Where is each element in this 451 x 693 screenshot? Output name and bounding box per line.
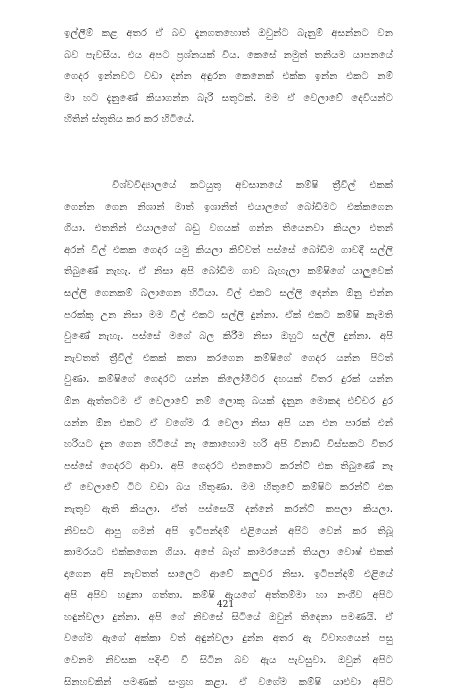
text-line: විශ්වවිද්‍යාලයේ කටයුතු අවසානයේ කම්ෂි ත්‍රීවීල් එකක්	[112, 180, 393, 191]
text-line: ඉල්ලීම් කළ අතර ඒ බව දැනගතහොත් ඔවුන්ට බැනුම් අසන්නට වන	[64, 28, 393, 39]
text-line: ඒ වෙලාවේ ටිට වඩා බය හිතුණා. මම හිතුවේ කම්ෂිට කරන්ට් එක	[64, 482, 393, 494]
text-line: පරක්කු උන නිසා මම වීල් එකට සල්ලි දුන්නා. ඒක් එකට කම්ෂි කැමති	[64, 309, 393, 321]
text-line: වගේම ඇගේ අක්කා වත් අඳුන්වලා දුන්න අතර ඇ විවාහයෙන් පසු	[64, 633, 393, 645]
text-line: හිතින් ස්තුතිය කර කර හිටියේ.	[64, 114, 195, 126]
text-line: වුණේ නැහැ. පස්සේ මගේ බල කිරීම නිසා ඔහුට සල්ලි දුන්නා. අපි	[64, 331, 393, 343]
text-line: හඳුන්වලා දුන්නා. අපි ගේ නිවසේ සිටියේ ඔවුන් තිදෙනා පමණයි. ඒ	[64, 611, 393, 623]
text-line: ගෙන්න ගෙන නිශාන් මාත් ඉශානිත් එයාලගේ බෝඩිමට එක්කගෙන	[64, 201, 393, 213]
text-line: කාමරයට එක්කගෙන ගියා. අපේ බෑග් කාමරයෙන් තියලා වොෂ් එකක්	[64, 547, 393, 559]
text-line: වුණා. කම්ෂිගේ ගෙදරට යන්න කිලෝමීටර දහයක් විතර දුරක් යන්න	[64, 374, 393, 386]
text-line: ගියා. එතනින් එයාලගේ බඩු වගයක් ගන්න තියෙනවා කියලා එතන්	[64, 223, 393, 235]
text-line: මා හට දැනුණේ කියාගන්න බැරි සතුටක්. මම ඒ වෙලාවේ දෙවියන්ට	[64, 92, 393, 104]
text-line: වෙනම නිවසක පදිංචි වී සිටින බව ඇය පැවසුවා. ඔවුන් අපිට	[64, 655, 393, 667]
text-line: නිවසට ආපු ගමන් අපි ඉටිපන්දම් එළියෙන් අපිට වෙන් කර තිබූ	[64, 525, 393, 537]
text-line: සල්ලි ගෙනකම් බලාගෙන හිටියා. වීල් එකට සල්ලි දෙන්න ඕනු එන්න	[64, 287, 393, 299]
paragraph-continued	[64, 23, 393, 131]
text-line: යන්න ඕන එකට ඒ වගේම රෑ වෙලා නිසා අපි යන එන පාරක් එන්	[64, 417, 393, 429]
text-line: ඕන ඇත්තටම ඒ වෙලාවේ නම් ලොකු බයක් දැනුන මොකද එච්චර දුර	[64, 395, 393, 407]
page-number: 421	[216, 600, 235, 610]
text-line: නැවතත් ත්‍රීවීල් එකක් කතා කරගෙන කම්ෂිගේ ගෙදර යන්න පිටත්	[64, 352, 393, 364]
text-line: පස්සේ ගෙදරට ආවා. අපි ගෙදරට එනකොට කරන්ට් එක තිබුණේ නෑ	[64, 460, 393, 472]
text-line: ගෙදර ඉන්නවට වඩා දන්න අඳුරන කෙනෙක් එක්ක ඉන්න එකට නම්	[64, 71, 393, 83]
paragraph-main	[64, 175, 393, 693]
text-line: බව පැවසීය. එය අපට ප්‍රශ්නයක් විය. කෙසේ නමුත් තනියම යාපනයේ	[64, 49, 393, 61]
text-line: සිනහවකින් පමණක් සංග්‍රහ කළා. ඒ වගේම කම්ෂි යාළුවා අපිට	[64, 676, 393, 688]
text-line: හරියට දැන ගෙන හිටියේ නෑ කොහොම හරි අපි විනාඩි විස්සකට විතර	[64, 439, 393, 451]
text-line: අපි අපිව හඳුනා ගත්තා. කම්ෂි ඇයගේ අත්තම්මා හා නංගීව අපිට	[64, 590, 393, 602]
text-line: තිබුණේ නැහැ. ඒ නිසා අපි බෝඩිම ගාව බැහැලා කම්ෂිගේ යාලුවෙක්	[64, 266, 393, 278]
text-line: නැතුව ඇති කියලා. ඒත් පස්සෙයි දන්නේ කරන්ට් කපලා කියලා.	[64, 503, 393, 515]
text-line: අරන් වීල් එකක ගෙදර යමු කියලා කිව්වත් පස්සේ බෝඩිම ගාවදී සල්ලි	[64, 244, 393, 256]
text-line: දාගෙන අපි නැවතත් සාලෙට ආවේ කලුවර නිසා. ඉටිපන්දම් එළියේ	[64, 568, 393, 580]
